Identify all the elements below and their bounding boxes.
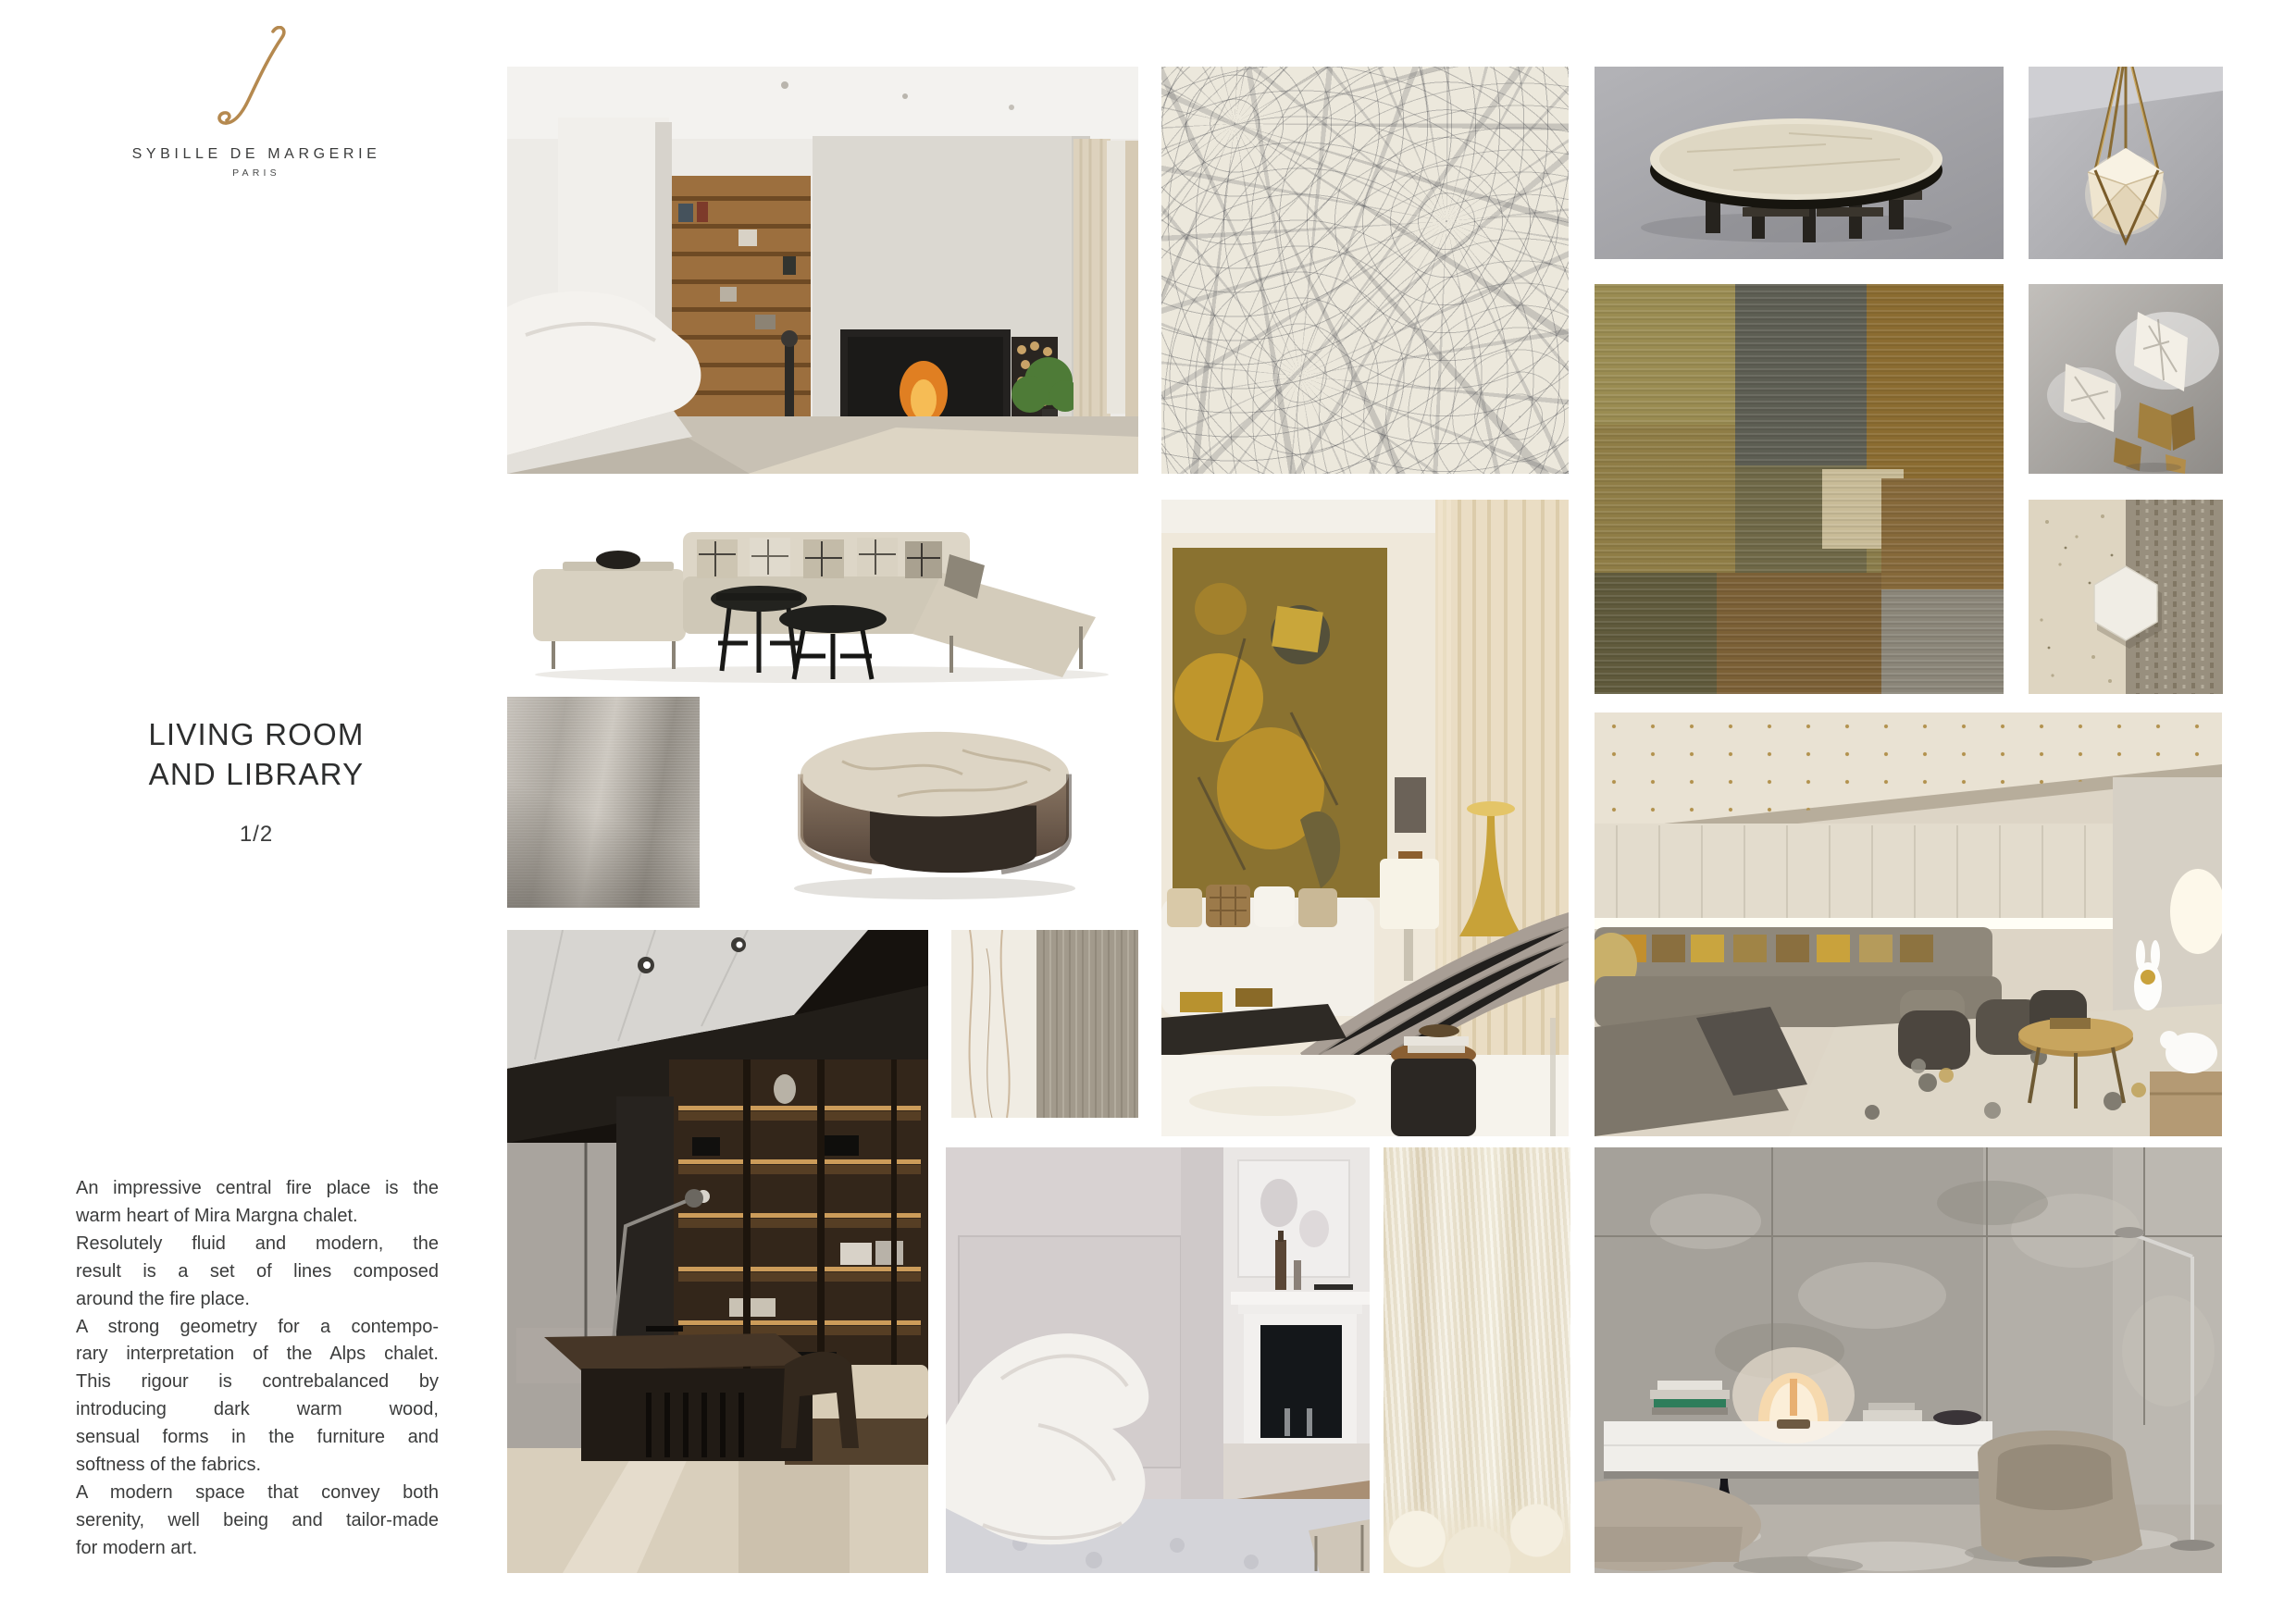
- photo-sectional-sofa: [507, 488, 1138, 687]
- photo-dark-library: [507, 930, 928, 1573]
- paragraph-line: This rigour is contrebalanced by: [76, 1371, 439, 1393]
- photo-pendant-light: [2029, 67, 2223, 259]
- photo-oval-coffee-table: [1595, 67, 2004, 259]
- photo-curtain-fabric-swatch: [507, 697, 700, 908]
- brand-name: SYBILLE DE MARGERIE: [131, 146, 381, 162]
- photo-stone-hexagon-swatch: [2029, 500, 2223, 694]
- photo-silver-lounge-lamp: [1595, 1147, 2222, 1573]
- photo-lounge-hexagon-rug: [1595, 712, 2222, 1136]
- photo-patchwork-rug: [1595, 284, 2004, 694]
- photo-fur-throw: [1384, 1147, 1570, 1573]
- photo-white-fireplace-lounge: [946, 1147, 1370, 1573]
- brand-block: [53, 26, 460, 179]
- photo-gold-art-salon: [1161, 500, 1569, 1136]
- page-number: 1/2: [239, 822, 274, 847]
- paragraph-line: for modern art.: [76, 1537, 198, 1558]
- photo-crackle-pattern-swatch: [1161, 67, 1569, 474]
- description-paragraph: [76, 1175, 439, 1563]
- photo-fireplace-living-room: [507, 67, 1138, 474]
- photo-cube-wall-sconces: [2029, 284, 2223, 474]
- paragraph-line: A strong geometry for a contempo-: [76, 1316, 439, 1337]
- paragraph-line: introducing dark warm wood,: [76, 1399, 439, 1420]
- brand-city: PARIS: [232, 167, 280, 179]
- paragraph-line: rary interpretation of the Alps chalet.: [76, 1344, 439, 1365]
- paragraph-line: A modern space that convey both: [76, 1481, 439, 1503]
- brand-monogram-icon: [212, 26, 301, 135]
- page-title-line1: LIVING ROOM: [148, 717, 365, 751]
- page-title-line2: AND LIBRARY: [148, 757, 365, 791]
- photo-marble-oak-swatch: [951, 930, 1138, 1118]
- photo-bronze-coffee-table: [731, 697, 1138, 908]
- paragraph-line: softness of the fabrics.: [76, 1455, 262, 1476]
- paragraph-line: warm heart of Mira Margna chalet.: [76, 1205, 358, 1226]
- paragraph-line: serenity, well being and tailor-made: [76, 1509, 439, 1530]
- paragraph-line: around the fire place.: [76, 1288, 250, 1309]
- paragraph-line: Resolutely fluid and modern, the: [76, 1233, 439, 1254]
- title-block: [53, 714, 460, 848]
- paragraph-line: sensual forms in the furniture and: [76, 1427, 439, 1448]
- paragraph-line: An impressive central fire place is the: [76, 1178, 439, 1198]
- paragraph-line: result is a set of lines composed: [76, 1260, 439, 1282]
